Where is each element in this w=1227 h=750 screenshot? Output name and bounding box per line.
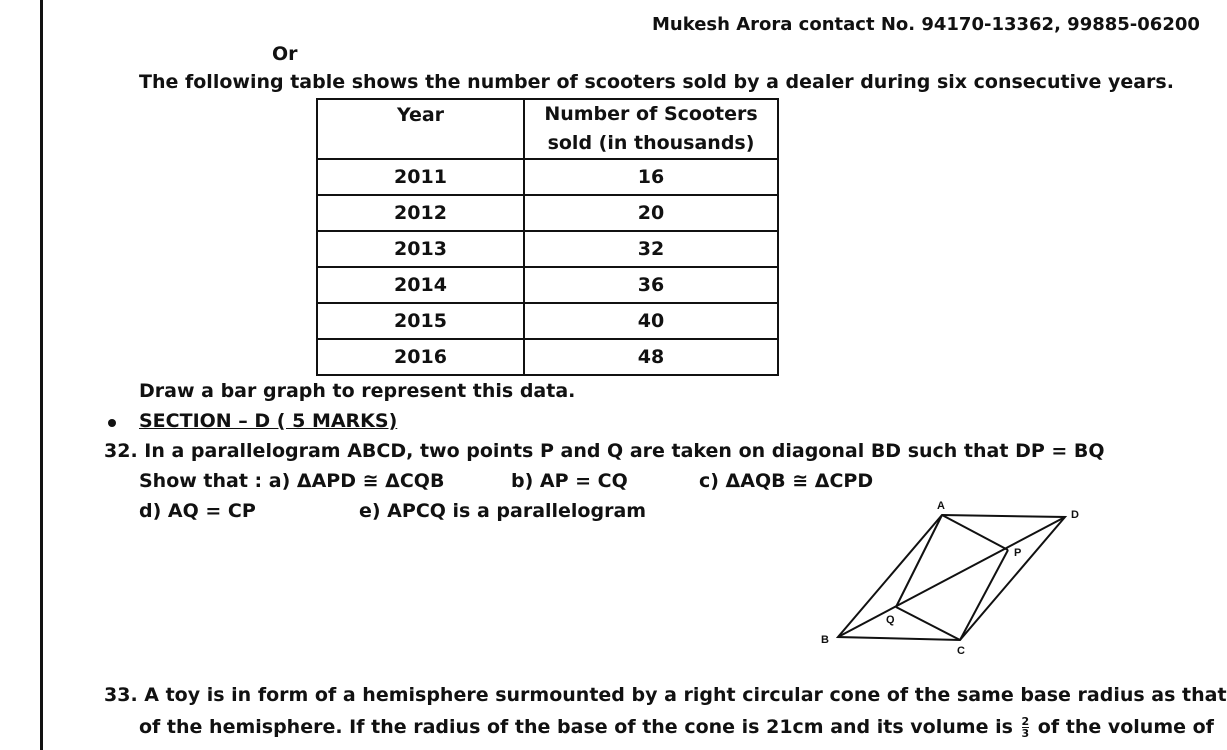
q32-part-a: Show that : a) ΔAPD ≅ ΔCQB	[139, 470, 445, 492]
cell-year: 2016	[317, 339, 524, 375]
table-row	[317, 159, 778, 195]
segment-pc	[960, 550, 1008, 640]
page-left-border	[40, 0, 43, 750]
scooter-sales-table	[316, 98, 779, 376]
cell-number: 48	[524, 339, 778, 375]
parallelogram-diagram	[810, 495, 1100, 660]
fraction-two-thirds	[1022, 716, 1030, 739]
cell-number: 20	[524, 195, 778, 231]
segment-cq	[896, 607, 960, 640]
header-number-line1: Number of Scooters	[544, 103, 758, 125]
table-header-row	[317, 99, 778, 159]
cell-year: 2014	[317, 267, 524, 303]
label-q: Q	[886, 614, 895, 626]
cell-year: 2011	[317, 159, 524, 195]
q33-line2	[139, 716, 1214, 739]
bullet-icon	[108, 419, 116, 427]
q33-line2-after: of the volume of	[1037, 716, 1214, 738]
label-d: D	[1071, 509, 1079, 521]
cell-year: 2015	[317, 303, 524, 339]
q32-part-d: d) AQ = CP	[139, 500, 256, 522]
contact-header: Mukesh Arora contact No. 94170-13362, 99885-06200	[652, 14, 1200, 35]
fraction-denominator: 3	[1021, 727, 1030, 740]
cell-number: 32	[524, 231, 778, 267]
diagonal-bd	[838, 517, 1065, 637]
q32-part-b: b) AP = CQ	[511, 470, 628, 492]
or-label: Or	[272, 43, 298, 65]
label-p: P	[1014, 547, 1022, 559]
header-number-line2: sold (in thousands)	[547, 132, 755, 154]
cell-number: 16	[524, 159, 778, 195]
q33-line1: 33. A toy is in form of a hemisphere surmounted by a right circular cone of the same base radius as that	[104, 684, 1227, 706]
q33-line2-before: of the hemisphere. If the radius of the base of the cone is 21cm and its volume is	[139, 716, 1013, 738]
table-row	[317, 339, 778, 375]
bar-graph-instruction: Draw a bar graph to represent this data.	[139, 380, 576, 402]
table-row	[317, 195, 778, 231]
cell-number: 36	[524, 267, 778, 303]
table-row	[317, 231, 778, 267]
cell-year: 2012	[317, 195, 524, 231]
fraction-numerator: 2	[1021, 715, 1030, 728]
table-row	[317, 303, 778, 339]
q32-text: 32. In a parallelogram ABCD, two points P and Q are taken on diagonal BD such that DP = BQ	[104, 440, 1105, 462]
label-a: A	[937, 500, 945, 512]
q32-part-e: e) APCQ is a parallelogram	[359, 500, 647, 522]
label-c: C	[957, 645, 965, 657]
header-year: Year	[317, 99, 524, 159]
section-heading: SECTION – D ( 5 MARKS)	[139, 410, 398, 432]
header-number	[524, 99, 778, 159]
question-intro: The following table shows the number of scooters sold by a dealer during six consecutive years.	[139, 71, 1174, 93]
table-row	[317, 267, 778, 303]
cell-number: 40	[524, 303, 778, 339]
q32-part-c: c) ΔAQB ≅ ΔCPD	[699, 470, 874, 492]
label-b: B	[821, 634, 829, 646]
segment-ap	[942, 515, 1008, 550]
cell-year: 2013	[317, 231, 524, 267]
